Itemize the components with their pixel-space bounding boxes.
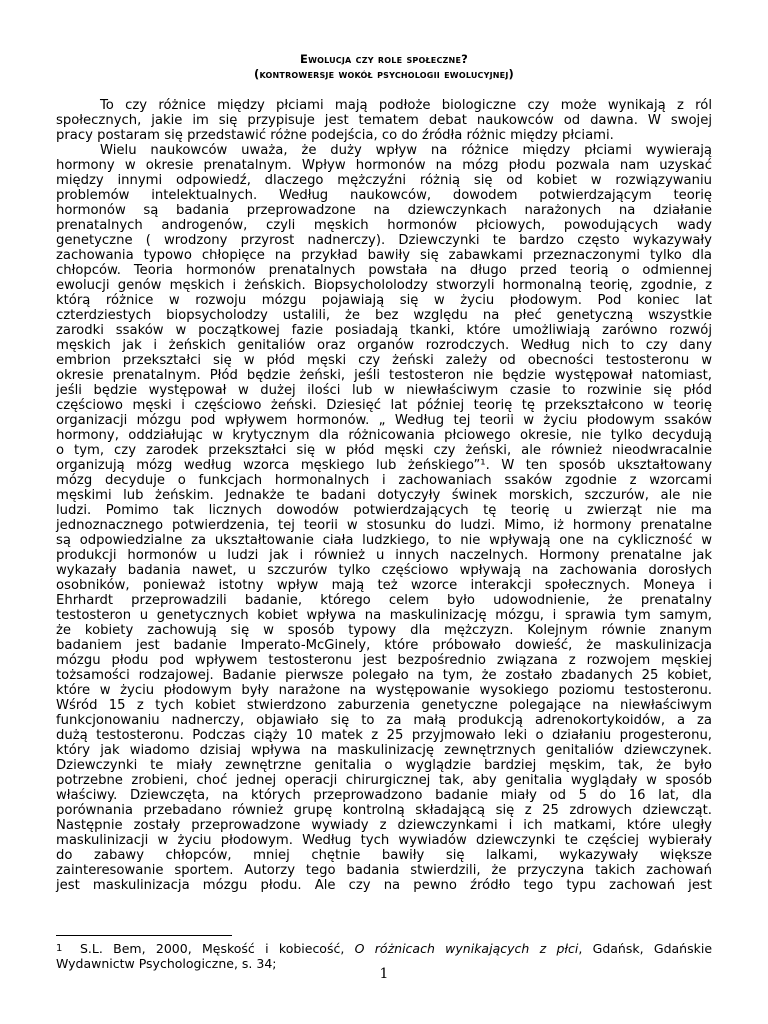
body-line: częściowo męski i częściowo żeński. Dziesięć lat później teorię tę przekształcono w teorię [56, 398, 712, 413]
body-line: zainteresowanie sportem. Autorzy tego badania stwierdzili, że przyczyna takich zachowań [56, 863, 712, 878]
title-subtitle: (kontrowersje wokół psychologii ewolucyjnej) [254, 67, 514, 81]
body-line: którą różnice w rozwoju mózgu pojawiają się w życiu płodowym. Pod koniec lat [56, 293, 712, 308]
body-line: społecznych, jakie im się przypisuje jest tematem debat naukowców od dawna. W swojej [56, 113, 712, 128]
body-line: Wśród 15 z tych kobiet stwierdzono zaburzenia genetyczne polegające na niewłaściwym [56, 698, 712, 713]
body-line: porównania przebadano również grupę kontrolną składającą się z 25 zdrowych dziewcząt. [56, 803, 712, 818]
body-line: testosteron u genetycznych kobiet wpływa na maskulinizację mózgu, i sprawia tym samym, [56, 608, 712, 623]
body-line: maskulinizacji w życiu płodowym. Według tych wywiadów dziewczynki te częściej wybierały [56, 833, 712, 848]
footnote-line-2: Wydawnictw Psychologiczne, s. 34; [56, 956, 277, 971]
body-line: To czy różnice między płciami mają podłoże biologiczne czy może wynikają z ról [100, 98, 712, 113]
body-line: hormonów są badania przeprowadzone na dziewczynkach narażonych na działanie [56, 203, 712, 218]
body-line: badaniem jest badanie Imperato-McGinely, które próbowało dowieść, że maskulinizacja [56, 638, 712, 653]
body-line: Ehrhardt przeprowadzili badanie, którego celem było udowodnienie, że prenatalny [56, 593, 712, 608]
body-line: że kobiety zachowują się w sposób typowy dla mężczyzn. Kolejnym równie znanym [56, 623, 712, 638]
body-line: jeśli będzie występował w dużej ilości lub w niewłaściwym czasie to rozwinie się płód [56, 383, 712, 398]
page-number: 1 [379, 966, 389, 982]
body-line: mózgu płodu pod wpływem testosteronu jest bezpośrednio związana z rozwojem męskiej [56, 653, 712, 668]
body-line: Wielu naukowców uważa, że duży wpływ na różnice między płciami wywierają [100, 143, 712, 158]
body-line: męskimi lub żeńskim. Jednakże te badani dotyczyły świnek morskich, szczurów, ale nie [56, 488, 712, 503]
body-line: chłopców. Teoria hormonów prenatalnych powstała na długo przed teorią o odmiennej [56, 263, 712, 278]
footnote-number: 1 [56, 943, 63, 954]
body-line: które w życiu płodowym były narażone na występowanie wysokiego poziomu testosteronu. [56, 683, 712, 698]
body-line: są odpowiedzialne za ukształtowanie ciała ludzkiego, to nie wpływają one na cykliczność w [56, 533, 712, 548]
footnote-italic-title: O różnicach wynikających z płci [354, 941, 579, 956]
body-line: zachowania typowo chłopięce na przykład bawiły się zabawkami przeznaczonymi tylko dla [56, 248, 712, 263]
body-line: między innymi odpowiedź, dlaczego mężczyźni różnią się od kobiet w rozwiązywaniu [56, 173, 712, 188]
body-line: męskich jak i żeńskich genitaliów oraz organów rozrodczych. Według nich to czy dany [56, 338, 712, 353]
body-line: organizacji mózgu pod wpływem hormonów. „ Według tej teorii w życiu płodowym ssaków [56, 413, 712, 428]
body-line: okresie prenatalnym. Płód będzie żeński, jeśli testosteron nie będzie występował natomiast, [56, 368, 712, 383]
body-line: Następnie zostały przeprowadzone wywiady z dziewczynkami i ich matkami, które uległy [56, 818, 712, 833]
body-line: wykazały badania nawet, u szczurów tylko częściowo wpływają na zachowania dorosłych [56, 563, 712, 578]
body-line: osobników, ponieważ istotny wpływ mają też wzorce interakcji społecznych. Moneya i [56, 578, 712, 593]
body-line: zarodki ssaków w początkowej fazie posiadają tkanki, które umożliwiają zarówno rozwój [56, 323, 712, 338]
body-line: tożsamości rodzajowej. Badanie pierwsze polegało na tym, że zostało zbadanych 25 kobiet, [56, 668, 712, 683]
body-line: ludzi. Pomimo tak licznych dowodów potwierdzających tę teorię u zwierząt nie ma [56, 503, 712, 518]
body-line: genetyczne ( wrodzony przyrost nadnerczy). Dziewczynki te bardzo często wykazywały [56, 233, 712, 248]
body-text [56, 98, 712, 893]
body-line: hormony w okresie prenatalnym. Wpływ hormonów na mózg płodu pozwala nam uzyskać [56, 158, 712, 173]
footnote-line-1 [56, 941, 712, 956]
body-line: pracy postaram się przedstawić różne podejścia, co do źródła różnic między płciami. [56, 128, 614, 143]
body-line: hormony, oddziałując w krytycznym dla różnicowania płciowego okresie, nie tylko decydują [56, 428, 712, 443]
body-line: ewolucji genów męskich i żeńskich. Biopsychololodzy stworzyli hormonalną teorię, zgodnie, z [56, 278, 712, 293]
title-main: Ewolucja czy role społeczne? [300, 52, 468, 66]
body-line: który jak wiadomo dzisiaj wpływa na maskulinizację zewnętrznych genitaliów dziewczynek. [56, 743, 712, 758]
body-line: produkcji hormonów u ludzi jak i również u innych naczelnych. Hormony prenatalne jak [56, 548, 712, 563]
body-line: jednoznacznego potwierdzenia, tej teorii w stosunku do ludzi. Mimo, iż hormony prenatalne [56, 518, 712, 533]
document-title [0, 52, 768, 82]
body-line: mózg decyduje o funkcjach hormonalnych i zachowaniach ssaków zgodnie z wzorcami [56, 473, 712, 488]
body-line: Dziewczynki te miały zewnętrzne genitalia o wyglądzie bardziej męskim, tak, że było [56, 758, 712, 773]
footnote-text-after: , Gdańsk, Gdańskie [578, 941, 713, 956]
footnote-separator [56, 935, 232, 936]
body-line: organizują mózg według wzorca męskiego lub żeńskiego”¹. W ten sposób ukształtowany [56, 458, 712, 473]
body-line: o tym, czy zarodek przekształci się w płód męski czy żeński, ale również nieodwracalnie [56, 443, 712, 458]
body-line: do zabawy chłopców, mniej chętnie bawiły się lalkami, wykazywały większe [56, 848, 712, 863]
body-line: potrzebne zrobieni, choć jednej operacji chirurgicznej tak, aby genitalia wyglądały w sposób [56, 773, 712, 788]
body-line: właściwy. Dziewczęta, na których przeprowadzono badanie miały od 5 do 16 lat, dla [56, 788, 712, 803]
body-line: embrion przekształci się w płód męski czy żeński zależy od obecności testosteronu w [56, 353, 712, 368]
body-line: prenatalnych androgenów, czyli męskich hormonów płciowych, powodujących wady [56, 218, 712, 233]
body-line: dużą testosteronu. Podczas ciąży 10 matek z 25 przyjmowało leki o działaniu progesteronu, [56, 728, 712, 743]
body-line: czterdziestych biopsycholodzy ustalili, że bez względu na płeć genetyczną wszystkie [56, 308, 712, 323]
body-line: jest maskulinizacja mózgu płodu. Ale czy na pewno źródło tego typu zachowań jest [56, 878, 712, 893]
body-line: problemów intelektualnych. Według naukowców, dowodem potwierdzającym teorię [56, 188, 712, 203]
footnote-text-before: S.L. Bem, 2000, Męskość i kobiecość, [80, 941, 355, 956]
body-line: funkcjonowaniu nadnerczy, objawiało się to za małą produkcją adrenokortykoidów, a za [56, 713, 712, 728]
